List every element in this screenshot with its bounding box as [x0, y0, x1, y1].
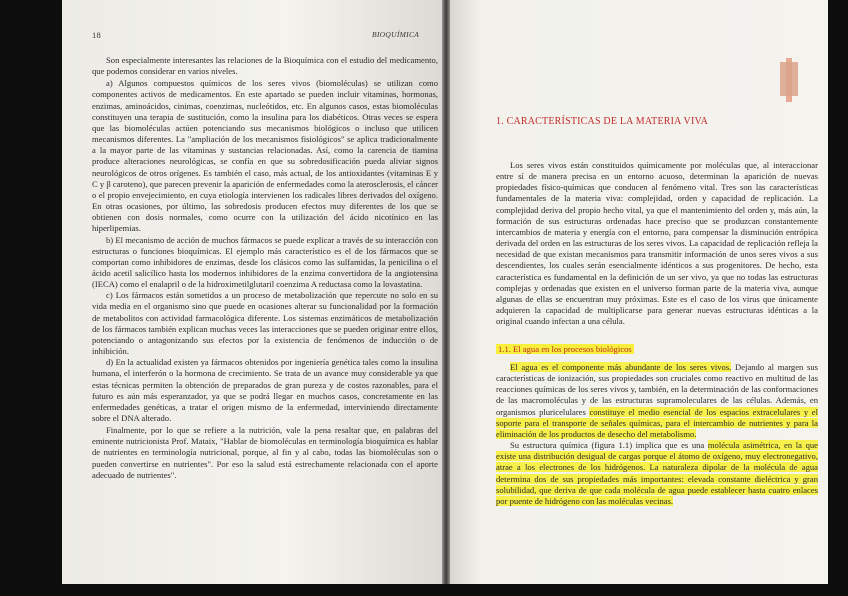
paragraph: a) Algunos compuestos químicos de los seres vivos (biomoléculas) se utilizan como componentes activos de medicamentos. En este apartado se pueden incluir vitaminas, hormonas, enzimas, aminoácidos, cinimas, coenzimas, nucleótidos, etc. En algunos casos, estas biomoléculas constituyen una terapia de sustitución, como la insulina para los diabéticos. Otras veces se espera que las biomoléculas actúen potenciando sus mecanismos biológicos o incluso que utilicen mecanismos diferentes. La "ampliación de los mecanismos fisiológicos" se aplica tradicionalmente a la mayor parte de las vitaminas y sustancias relacionadas. Así, como la carencia de tiamina produce alteraciones neurológicas, se confía en que su sobredosificación pueda aliviar signos neurológicos de otros orígenes. Es también el caso, más actual, de los antioxidantes (vitaminas E y C y β caroteno), que parecen prevenir la aparición de enfermedades como la aterosclerosis, el cáncer o el propio envejecimiento, en cuya etiología intervienen los radicales libres derivados del oxígeno. En otras ocasiones, por último, las sobredosis producen efectos muy diferentes de los que se obtienen con dosis normales, como ocurre con la utilización del ácido nicotínico en las hiperlipemias.	[92, 78, 438, 234]
highlight: El agua es el componente más abundante de los seres vivos.	[510, 362, 732, 372]
paragraph: c) Los fármacos están sometidos a un proceso de metabolización que repercute no solo en su vida media en el organismo sino que puede en ocasiones alterar su funcionalidad por la formación de metabolitos con actividad farmacológica diferente. Los sistemas enzimáticos de metabolización de los fármacos también explican muchas veces las interacciones que se pueden originar entre ellos, potenciando o antagonizando sus efectos por la existencia de fenómenos de inducción o de inhibición.	[92, 290, 438, 357]
text-run: Dejando al margen sus características de ionización, sus propiedades son cruciales como reactivo en multitud de las reacciones químicas de los seres vivos y, también, en la determinación de las conformaciones de las macromoléculas y de las estructuras supramoleculares de las células. Además, en organismos pluricelulares	[496, 362, 819, 417]
paragraph: b) El mecanismo de acción de muchos fármacos se puede explicar a través de su interacción con estructuras o funciones bioquímicas. El ejemplo más característico es el de los fármacos que se comportan como inhibidores de enzimas, desde los clásicos como las sulfamidas, la penicilina o el ácido acetil salicílico hasta los modernos inhibidores de la enzima convertidora de la angiotensina (IECA) como el enalapril o de la hidroximetilglutaril coenzima A reductasa como la lovastatina.	[92, 234, 438, 290]
paragraph	[496, 440, 818, 507]
right-section-text	[496, 362, 818, 507]
paragraph: d) En la actualidad existen ya fármacos obtenidos por ingeniería genética tales como la insulina humana, el interferón o la hormona de crecimiento. Se trata de un avance muy considerable ya que estas técnicas permiten la obtención de preparados de gran pureza y de costos razonables, para el futuro es aún más esperanzador, ya que se podrá llegar en muchos casos, concretamente en las enfermedades genéticas, a tratar el origen mismo de la enfermedad, interviniendo directamente sobre el DNA alterado.	[92, 357, 438, 423]
right-intro-text	[496, 160, 818, 327]
section-title: 1.1. El agua en los procesos biológicos	[498, 344, 632, 354]
highlight: constituye el medio esencial de los espacios extracelulares y el soporte para el transporte de señales químicas, para el intercambio de nutrientes y para la eliminación de los productos de desecho del metabolismo.	[496, 406, 818, 439]
running-title: BIOQUÍMICA	[372, 30, 420, 39]
paragraph	[496, 362, 818, 440]
left-body-text	[92, 55, 438, 481]
page-number: 18	[92, 30, 102, 40]
paragraph: Son especialmente interesantes las relaciones de la Bioquímica con el estudio del medicamento, que podemos considerar en varios niveles.	[92, 55, 438, 77]
chapter-tab	[780, 62, 798, 96]
chapter-title: 1. CARACTERÍSTICAS DE LA MATERIA VIVA	[496, 116, 709, 127]
paragraph: Finalmente, por lo que se refiere a la nutrición, vale la pena resaltar que, en palabras del eminente nutricionista Prof. Mataix, "Hablar de biomoléculas en terminología bioquímica es hablar de nutrientes en terminología nutricional, porque, al fin y al cabo, todas las biomoléculas son o pueden convertirse en nutrientes". Por eso la salud está estrechamente relacionada con el aporte adecuado de nutrientes".	[92, 425, 438, 480]
text-run: Su estructura química (figura 1.1) implica que es una	[510, 440, 708, 451]
left-page	[62, 0, 442, 584]
book-gutter	[442, 0, 450, 584]
paragraph: Los seres vivos están constituidos químicamente por moléculas que, al interaccionar entre sí de manera precisa en un entorno acuoso, determinan la aparición de nuevas propiedades físico-químicas que conducen al fenómeno vital. Tres son las características fundamentales de la materia viva: complejidad, orden y capacidad de replicación. La complejidad deriva del propio hecho vital, ya que el mantenimiento del orden y, más aún, la formación de sus estructuras ordenadas hace preciso que se produzcan constantemente intercambios de materia y energía con el entorno, para compensar la disminución entrópica derivada del orden en las estructuras de los seres vivos. La capacidad de replicación refleja la necesidad de que existan mecanismos para transmitir información de unos seres vivos a sus descendientes, los cuales serán esencialmente idénticos a sus progenitores. De hecho, esta característica es fundamental en la definición de un ser vivo, ya que no todas las estructuras complejas y ordenadas que existen en el universo forman parte de la materia viva, aunque algunas de ellas se encuentran muy próximas. Este es el caso de los virus que únicamente adquieren la capacidad de multiplicarse para generar nuevas estructuras idénticas a la original cuando infectan a una célula.	[496, 160, 818, 327]
right-page	[450, 0, 828, 584]
highlight: molécula asimétrica, en la que existe una distribución desigual de cargas porque el átomo de oxígeno, muy electronegativo, atrae a los electrones de los hidrógenos. La naturaleza dipolar de la molécula de agua determina dos de sus propiedades más importantes: elevada constante dieléctrica y gran solubilidad, que deriva de que cada molécula de agua puede establecer hasta cuatro enlaces por puente de hidrógeno con las moléculas vecinas.	[496, 440, 818, 506]
